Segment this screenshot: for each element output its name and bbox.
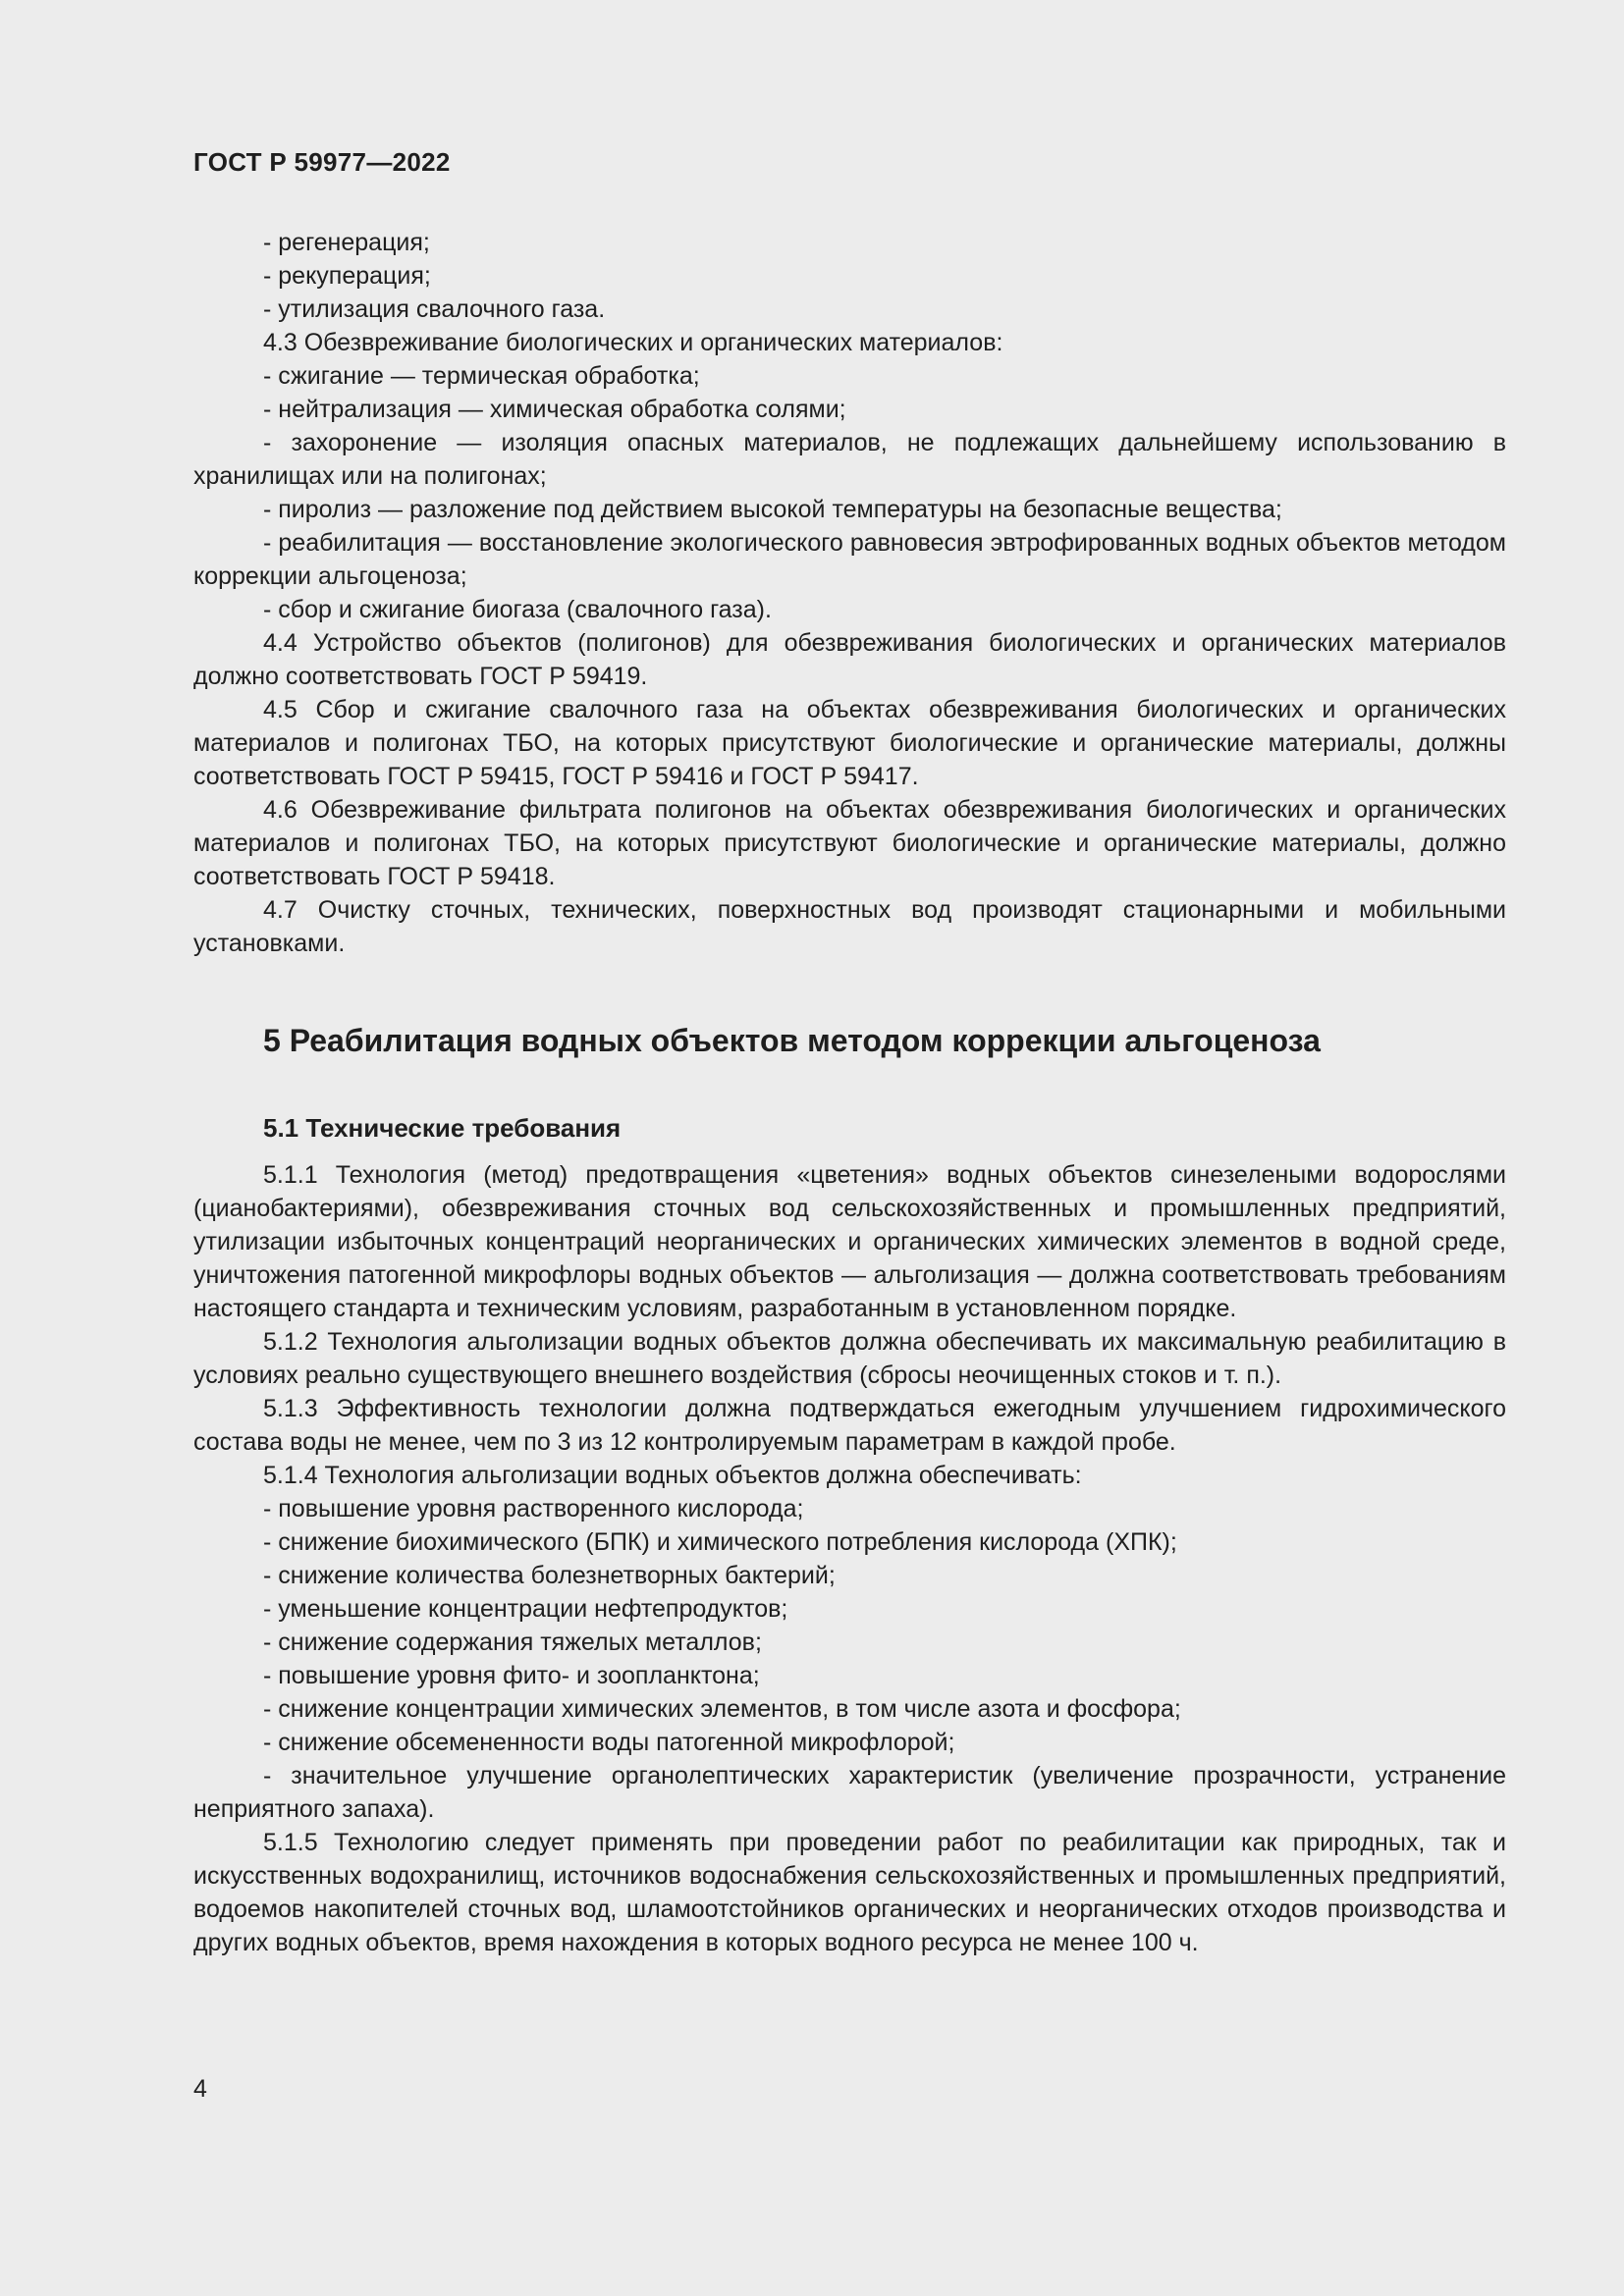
page-number: 4 bbox=[193, 2075, 207, 2103]
list-item: - уменьшение концентрации нефтепродуктов; bbox=[263, 1595, 788, 1623]
list-item: - снижение обсемененности воды патогенной микрофлорой; bbox=[263, 1729, 955, 1756]
document-code: ГОСТ Р 59977—2022 bbox=[193, 147, 451, 177]
list-item: - рекуперация; bbox=[263, 262, 431, 290]
list-item: - регенерация; bbox=[263, 229, 430, 256]
list-item: - значительное улучшение органолептических характеристик (увеличение прозрачности, устранение неприятного запаха). bbox=[193, 1762, 1506, 1823]
clause-4-5: 4.5 Сбор и сжигание свалочного газа на объектах обезвреживания биологических и органических материалов и полигонах ТБО, на которых присутствуют биологические и органические материалы, должны соответствовать ГОСТ Р 59415, ГОСТ Р 59416 и ГОСТ Р 59417. bbox=[193, 696, 1506, 790]
clause-5-1-5: 5.1.5 Технологию следует применять при проведении работ по реабилитации как природных, так и искусственных водохранилищ, источников водоснабжения сельскохозяйственных и промышленных предприятий, водоемов накопителей сточных вод, шламоотстойников органических и неорганических отходов производства и других водных объектов, время нахождения в которых водного ресурса не менее 100 ч. bbox=[193, 1829, 1506, 1956]
list-item: - сбор и сжигание биогаза (свалочного газа). bbox=[263, 596, 772, 623]
list-item: - снижение концентрации химических элементов, в том числе азота и фосфора; bbox=[263, 1695, 1181, 1723]
list-item: - нейтрализация — химическая обработка солями; bbox=[263, 396, 846, 423]
clause-4-7: 4.7 Очистку сточных, технических, поверхностных вод производят стационарными и мобильными установками. bbox=[193, 896, 1506, 957]
clause-5-1-2: 5.1.2 Технология альголизации водных объектов должна обеспечивать их максимальную реабилитацию в условиях реально существующего внешнего воздействия (сбросы неочищенных стоков и т. п.). bbox=[193, 1328, 1506, 1389]
list-item: - снижение количества болезнетворных бактерий; bbox=[263, 1562, 836, 1589]
list-item: - реабилитация — восстановление экологического равновесия эвтрофированных водных объектов методом коррекции альгоценоза; bbox=[193, 529, 1506, 590]
clause-5-1-3: 5.1.3 Эффективность технологии должна подтверждаться ежегодным улучшением гидрохимического состава воды не менее, чем по 3 из 12 контролируемым параметрам в каждой пробе. bbox=[193, 1395, 1506, 1456]
section-title: 5 Реабилитация водных объектов методом коррекции альгоценоза bbox=[263, 1023, 1321, 1058]
clause-5-1-1: 5.1.1 Технология (метод) предотвращения «цветения» водных объектов синезелеными водорослями (цианобактериями), обезвреживания сточных вод сельскохозяйственных и промышленных предприятий, утилизации избыточных концентраций неорганических и органических химических элементов в водной среде, уничтожения патогенной микрофлоры водных объектов — альголизация — должна соответствовать требованиям настоящего стандарта и техническим условиям, разработанным в установленном порядке. bbox=[193, 1161, 1506, 1322]
list-item: - снижение биохимического (БПК) и химического потребления кислорода (ХПК); bbox=[263, 1528, 1177, 1556]
list-item: - утилизация свалочного газа. bbox=[263, 295, 606, 323]
clause-4-6: 4.6 Обезвреживание фильтрата полигонов на объектах обезвреживания биологических и органических материалов и полигонах ТБО, на которых присутствуют биологические и органические материалы, должно соответствовать ГОСТ Р 59418. bbox=[193, 796, 1506, 890]
list-item: - повышение уровня растворенного кислорода; bbox=[263, 1495, 804, 1522]
page-content bbox=[193, 226, 1506, 1959]
subsection-title: 5.1 Технические требования bbox=[263, 1113, 622, 1143]
clause-4-3: 4.3 Обезвреживание биологических и органических материалов: bbox=[263, 329, 1003, 356]
clause-4-4: 4.4 Устройство объектов (полигонов) для обезвреживания биологических и органических материалов должно соответствовать ГОСТ Р 59419. bbox=[193, 629, 1506, 690]
list-item: - пиролиз — разложение под действием высокой температуры на безопасные вещества; bbox=[263, 496, 1282, 523]
list-item: - захоронение — изоляция опасных материалов, не подлежащих дальнейшему использованию в хранилищах или на полигонах; bbox=[193, 429, 1506, 490]
clause-5-1-4: 5.1.4 Технология альголизации водных объектов должна обеспечивать: bbox=[263, 1462, 1082, 1489]
list-item: - снижение содержания тяжелых металлов; bbox=[263, 1629, 762, 1656]
list-item: - повышение уровня фито- и зоопланктона; bbox=[263, 1662, 760, 1689]
list-item: - сжигание — термическая обработка; bbox=[263, 362, 700, 390]
